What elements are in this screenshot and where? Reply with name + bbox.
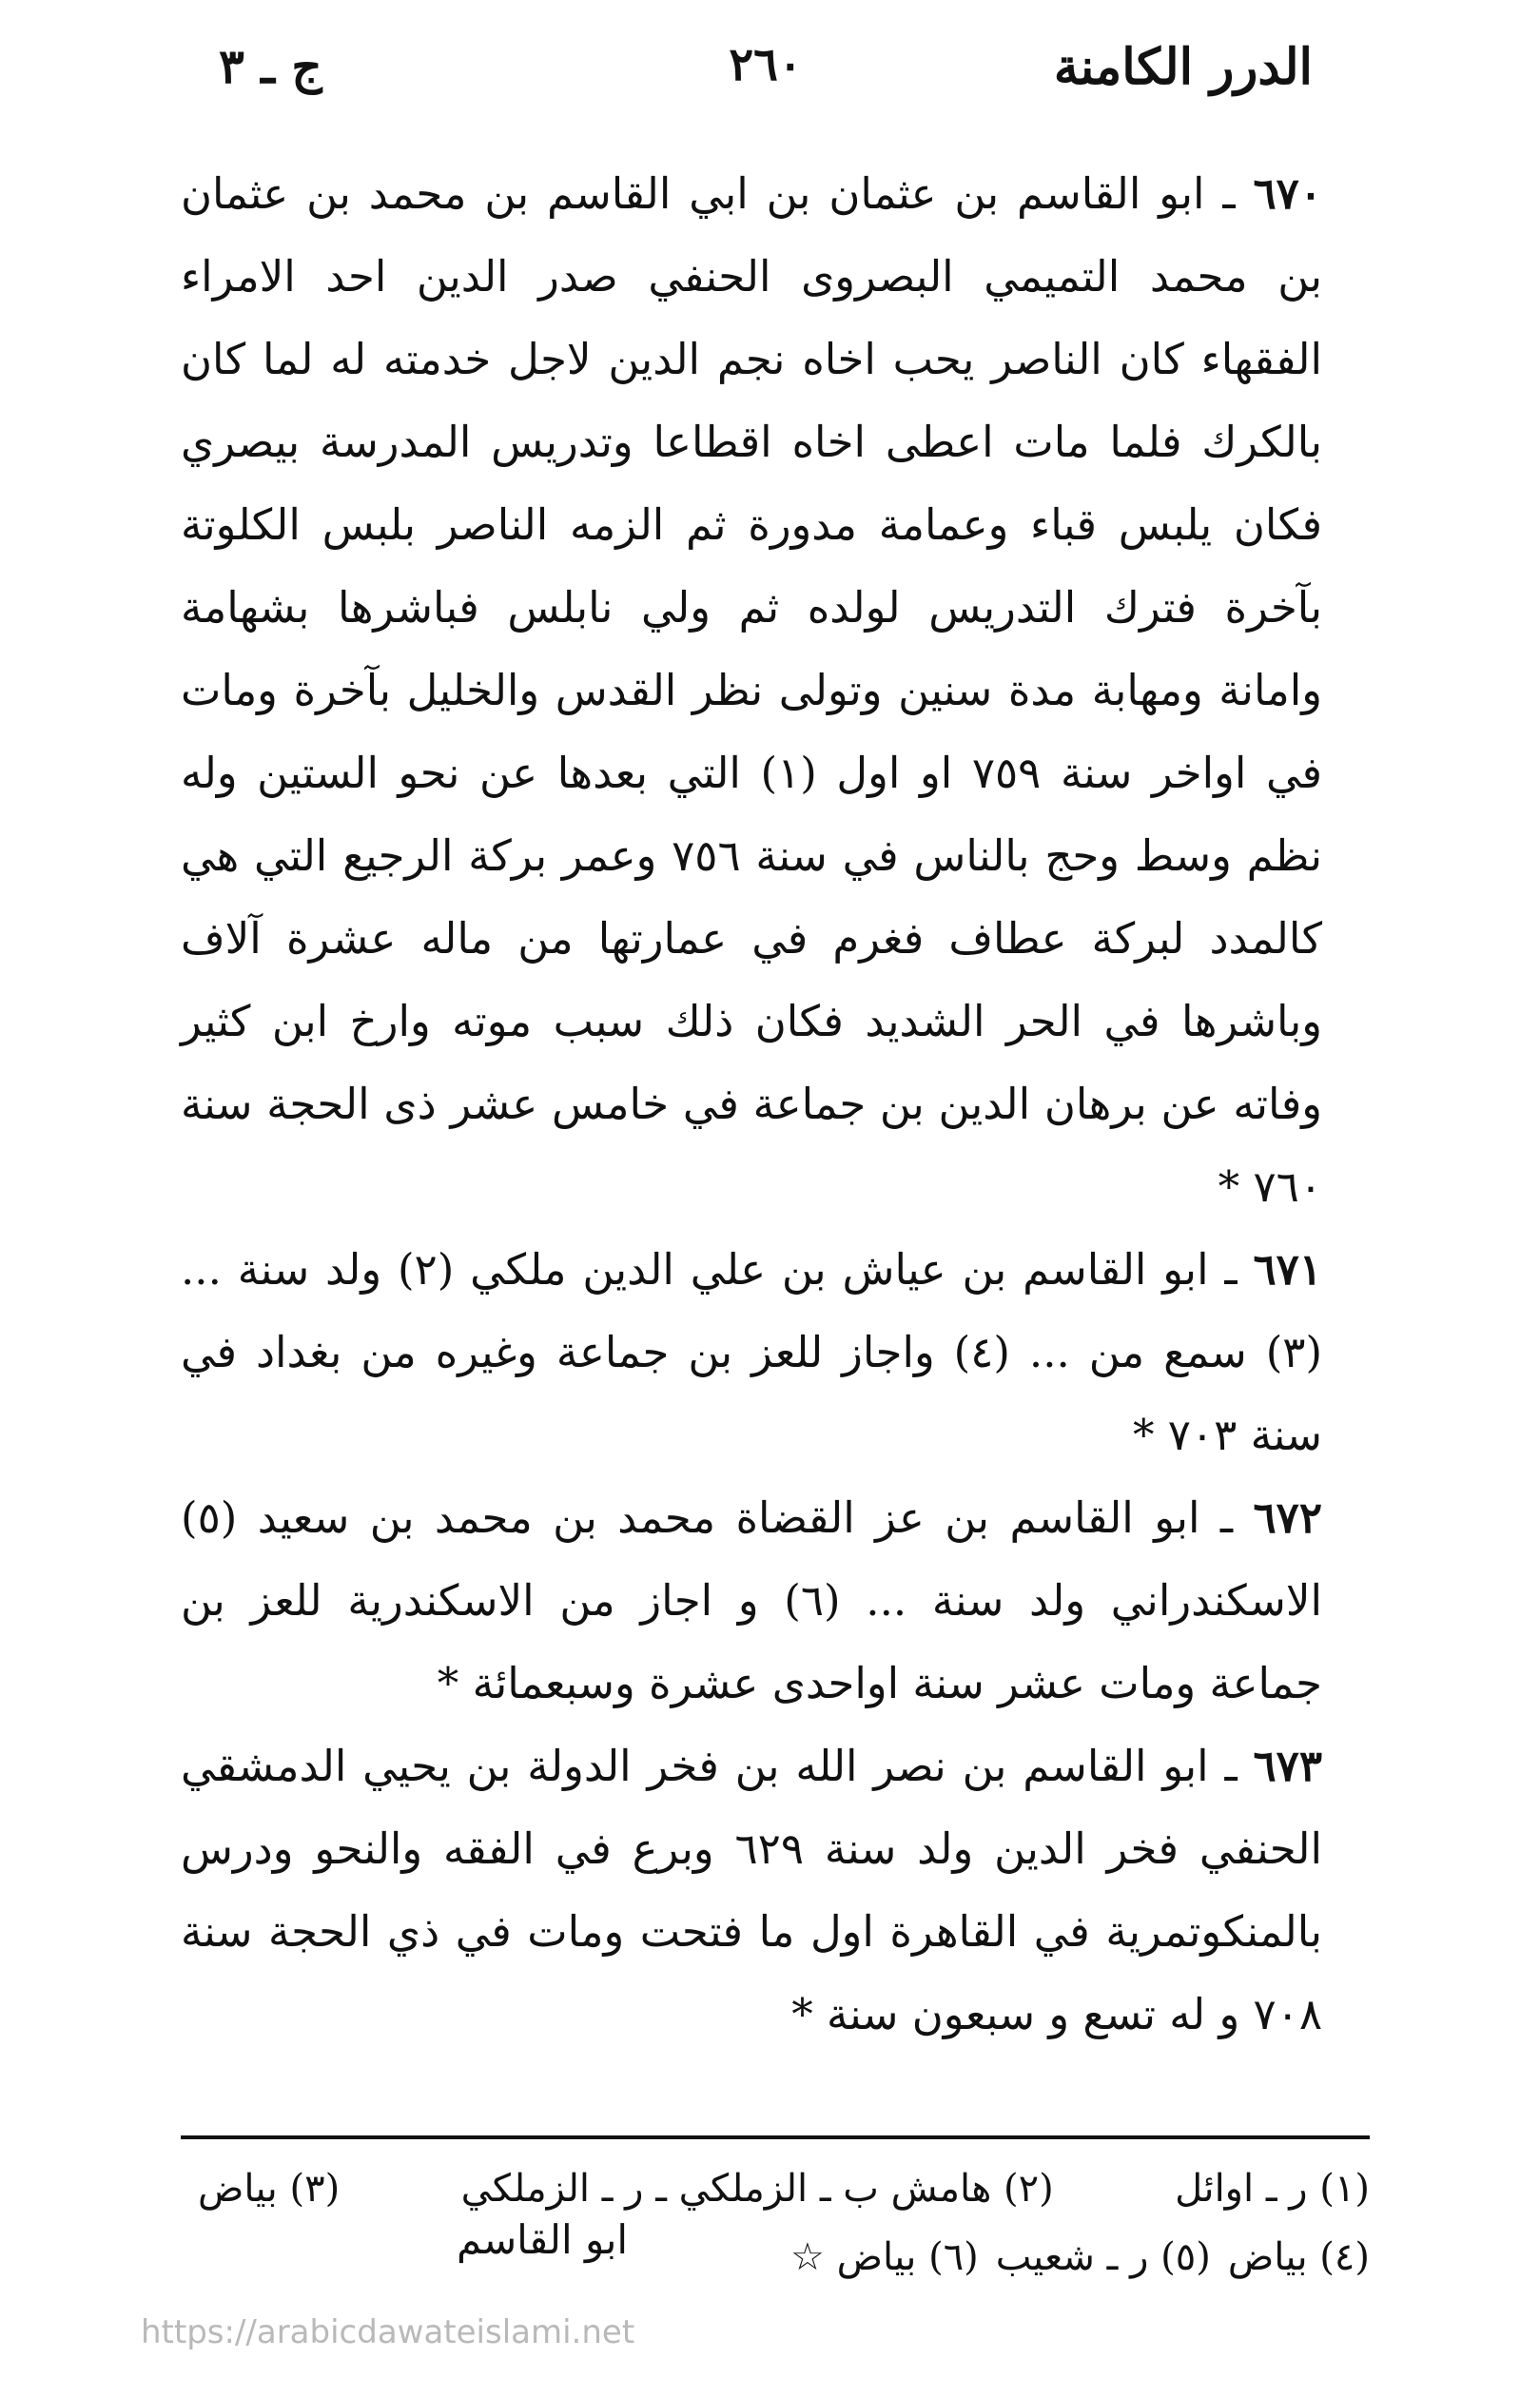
entry-text: ـ ابو القاسم بن نصر الله بن فخر الدولة بن يحيي الدمشقي الحنفي فخر الدين ولد سنة ٦٢٩ وبرع في الفقه والنحو ودرس بالمنكوتمرية في القاهرة اول ما فتحت ومات في ذي الحجة سنة ٧٠٨ و له تسع و سبعون سنة * xyxy=(181,1741,1322,2039)
entry-text: ـ ابو القاسم بن عثمان بن ابي القاسم بن محمد بن عثمان بن محمد التميمي البصروى الحنفي صدر الدين احد الامراء الفقهاء كان الناصر يحب اخاه نجم الدين لاجل خدمته له لما كان بالكرك فلما مات اعطى اخاه اقطاعا وتدريس المدرسة بيصري فكان يلبس قباء وعمامة مدورة ثم الزمه الناصر بلبس الكلوتة بآخرة فترك التدريس لولده ثم ولي نابلس فباشرها بشهامة وامانة ومهابة مدة سنين وتولى نظر القدس والخليل بآخرة ومات في اواخر سنة ٧٥٩ او اول (١) التي بعدها عن نحو الستين وله نظم وسط وحج بالناس في سنة ٧٥٦ وعمر بركة الرجيع التي هي كالمدد لبركة عطاف فغرم في عمارتها من ماله عشرة آلاف وباشرها في الحر الشديد فكان ذلك سبب موته وارخ ابن كثير وفاته عن برهان الدين بن جماعة في خامس عشر ذى الحجة سنة ٧٦٠ * xyxy=(181,168,1323,1212)
biography-entry xyxy=(181,152,1322,1228)
footnote: (٤) بياض xyxy=(1227,2235,1370,2279)
biography-entry xyxy=(181,1476,1322,1725)
page-number: ٢٦٠ xyxy=(729,38,803,91)
catchword: ابو القاسم xyxy=(457,2216,629,2263)
entry-paragraph xyxy=(181,1725,1322,2056)
footnote: (٥) ر ـ شعيب xyxy=(995,2235,1211,2279)
footnotes xyxy=(181,2154,1370,2291)
entry-paragraph xyxy=(181,152,1322,1228)
volume-label: ج ـ ٣ xyxy=(219,38,322,94)
footnote: (٢) هامش ب ـ الزملكي ـ ر ـ الزملكي xyxy=(460,2167,1054,2211)
biography-entry xyxy=(181,1228,1322,1476)
footnote-divider xyxy=(181,2135,1370,2139)
footnote: (١) ر ـ اوائل xyxy=(1175,2167,1370,2211)
entry-number: ٦٧٠ xyxy=(1253,168,1322,219)
footnote: (٦) بياض ☆ xyxy=(790,2235,979,2279)
entry-text: ـ ابو القاسم بن عز القضاة محمد بن محمد بن سعيد (٥) الاسكندراني ولد سنة ... (٦) و اجاز من الاسكندرية للعز بن جماعة ومات عشر سنة اواحدى عشرة وسبعمائة * xyxy=(181,1492,1322,1708)
watermark-url: https://arabicdawateislami.net xyxy=(141,2313,635,2351)
page-header xyxy=(219,38,1313,124)
biography-entry xyxy=(181,1725,1322,2056)
entry-text: ـ ابو القاسم بن عياش بن علي الدين ملكي (٢) ولد سنة ... (٣) سمع من ... (٤) واجاز للعز بن جماعة وغيره من بغداد في سنة ٧٠٣ * xyxy=(181,1244,1323,1460)
footnote: (٣) بياض xyxy=(198,2167,341,2211)
footnote-line xyxy=(181,2223,1370,2291)
entry-number: ٦٧٣ xyxy=(1253,1741,1322,1791)
entry-paragraph xyxy=(181,1476,1322,1725)
footnote-line xyxy=(181,2154,1370,2223)
book-title: الدرر الكامنة xyxy=(1053,38,1313,96)
entry-number: ٦٧٢ xyxy=(1253,1492,1323,1543)
main-text xyxy=(181,152,1322,2056)
entry-paragraph xyxy=(181,1228,1322,1476)
entry-number: ٦٧١ xyxy=(1253,1244,1322,1295)
